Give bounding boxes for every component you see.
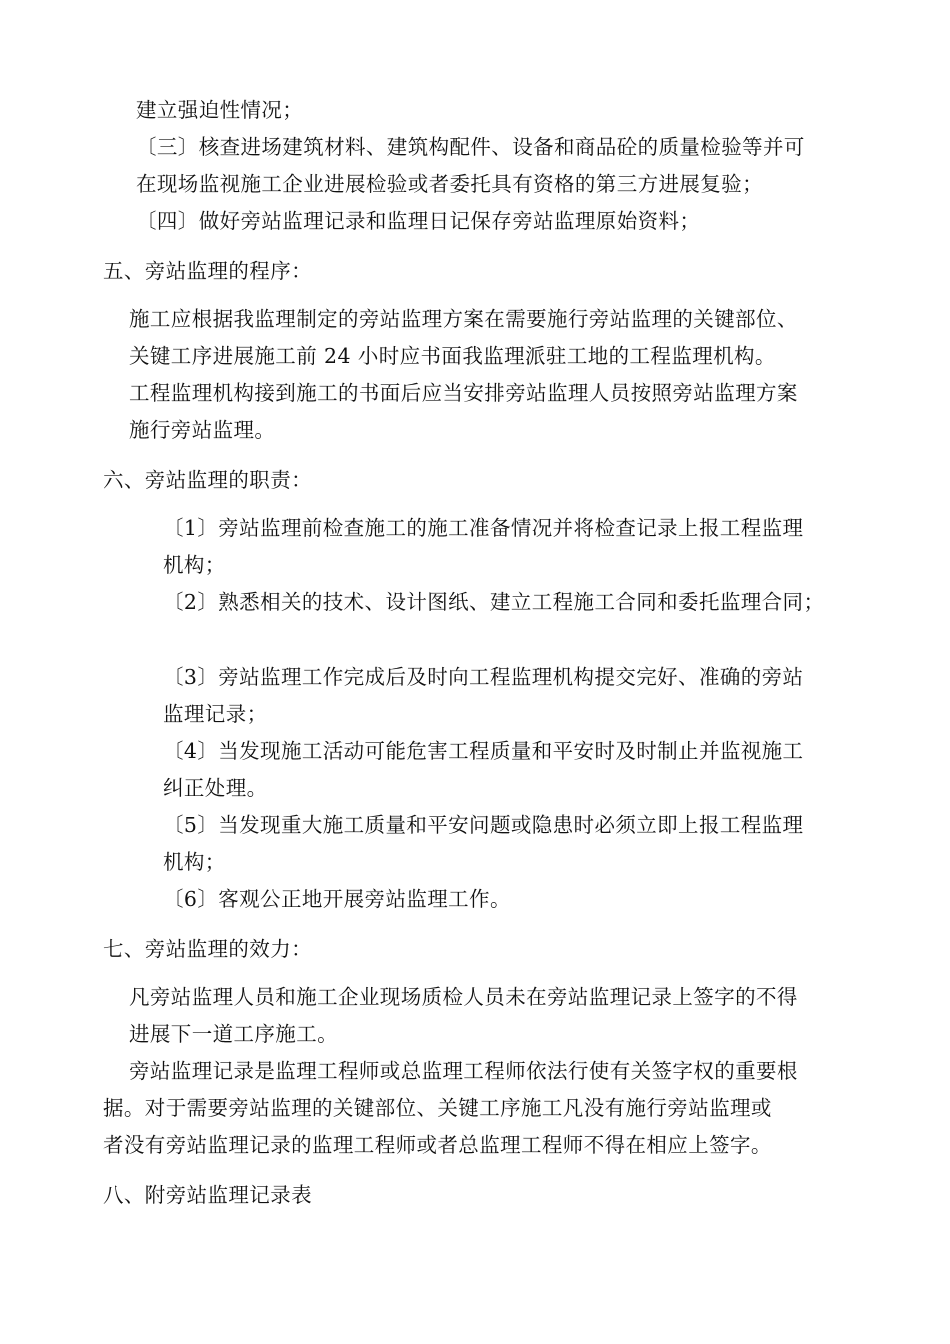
text-line-9: 施行旁站监理。 (129, 418, 276, 442)
text-line-1: 建立强迫性情况； (136, 98, 304, 122)
text-line-3: 在现场监视施工企业进展检验或者委托具有资格的第三方进展复验； (136, 172, 763, 196)
text-line-11: 〔1〕旁站监理前检查施工的施工准备情况并将检查记录上报工程监理 (163, 516, 804, 540)
text-line-23: 进展下一道工序施工。 (129, 1022, 338, 1046)
text-line-14: 〔3〕旁站监理工作完成后及时向工程监理机构提交完好、准确的旁站 (163, 665, 804, 689)
text-line-19: 机构； (163, 850, 226, 874)
section-heading-8: 八、附旁站监理记录表 (103, 1183, 312, 1207)
text-line-25: 据。对于需要旁站监理的关键部位、关键工序施工凡没有施行旁站监理或 (103, 1096, 772, 1120)
section-heading-6: 六、旁站监理的职责： (103, 468, 312, 492)
text-line-8: 工程监理机构接到施工的书面后应当安排旁站监理人员按照旁站监理方案 (129, 381, 798, 405)
text-line-6: 施工应根据我监理制定的旁站监理方案在需要施行旁站监理的关键部位、 (129, 307, 798, 331)
section-heading-5: 五、旁站监理的程序： (103, 259, 312, 283)
text-line-26: 者没有旁站监理记录的监理工程师或者总监理工程师不得在相应上签字。 (103, 1133, 772, 1157)
text-line-7: 关键工序进展施工前 24 小时应书面我监理派驻工地的工程监理机构。 (129, 344, 776, 368)
text-line-2: 〔三〕核查进场建筑材料、建筑构配件、设备和商品砼的质量检验等并可 (136, 135, 805, 159)
text-line-22: 凡旁站监理人员和施工企业现场质检人员未在旁站监理记录上签字的不得 (129, 985, 798, 1009)
text-line-20: 〔6〕客观公正地开展旁站监理工作。 (163, 887, 511, 911)
text-line-13: 〔2〕熟悉相关的技术、设计图纸、建立工程施工合同和委托监理合同； (163, 590, 825, 614)
text-line-17: 纠正处理。 (163, 776, 268, 800)
text-line-18: 〔5〕当发现重大施工质量和平安问题或隐患时必须立即上报工程监理 (163, 813, 804, 837)
section-heading-7: 七、旁站监理的效力： (103, 937, 312, 961)
text-line-15: 监理记录； (163, 702, 268, 726)
text-line-16: 〔4〕当发现施工活动可能危害工程质量和平安时及时制止并监视施工 (163, 739, 804, 763)
text-line-12: 机构； (163, 553, 226, 577)
text-line-24: 旁站监理记录是监理工程师或总监理工程师依法行使有关签字权的重要根 (129, 1059, 798, 1083)
text-line-4: 〔四〕做好旁站监理记录和监理日记保存旁站监理原始资料； (136, 209, 701, 233)
